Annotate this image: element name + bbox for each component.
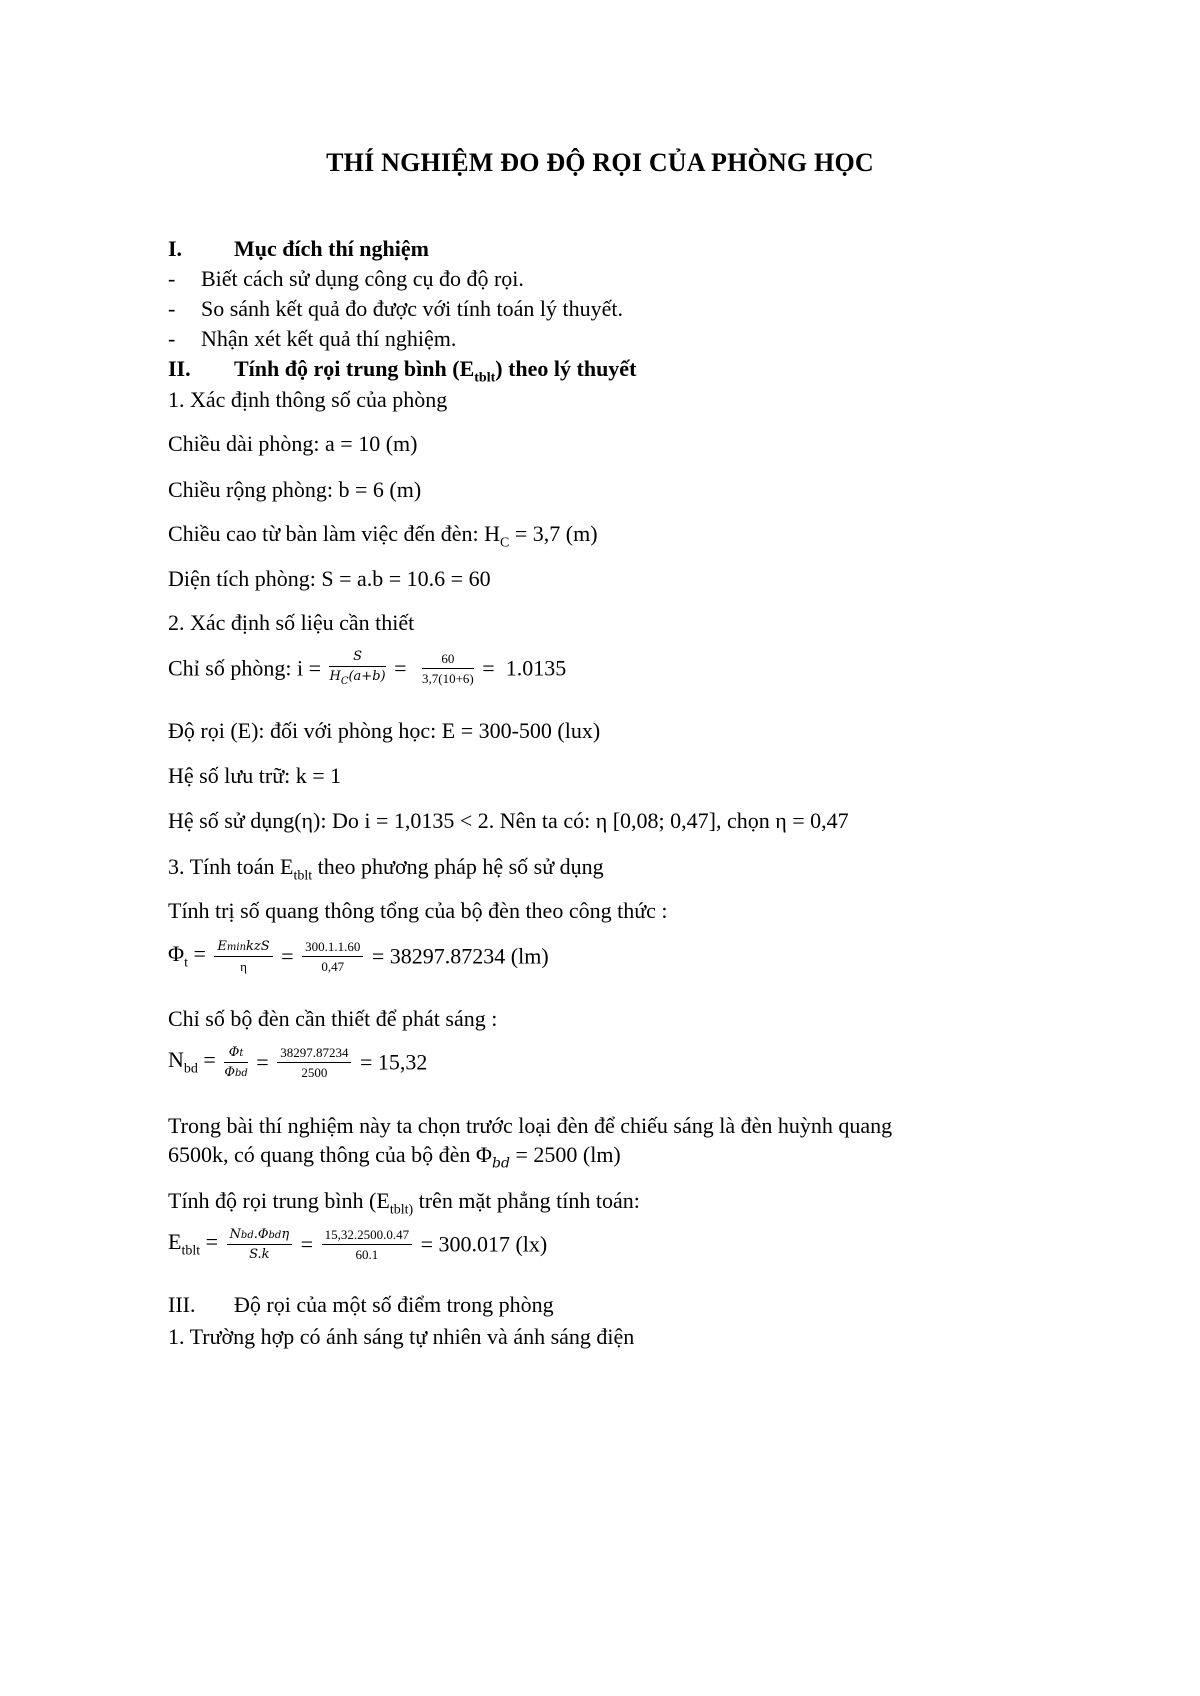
num-sub: bd	[240, 1230, 254, 1241]
section-2-title-pre: Tính độ rọi trung bình (E	[234, 356, 475, 381]
bullet-text: So sánh kết quả đo được với tính toán lý thuyết.	[201, 296, 623, 321]
lamp-choice-line-2	[168, 1144, 621, 1170]
lamps-value: 15,32	[377, 1049, 428, 1075]
room-index-value: 1.0135	[505, 655, 567, 681]
avg-fraction-numeric	[322, 1228, 413, 1261]
fraction-numerator: 15,32.2500.0.47	[322, 1228, 413, 1245]
flux-lhs-sub: t	[184, 955, 188, 971]
flux-formula: $\Phi_t$ = $\frac{\text{EminkzS}}{\eta}$ = $\frac{300.1.1.60}{0,47}$ = 38297.87234 (lm)	[168, 939, 549, 974]
section-2-heading	[168, 358, 636, 385]
flux-value: 38297.87234 (lm)	[389, 943, 549, 969]
avg-lhs: E	[168, 1228, 182, 1254]
num-base: E	[217, 939, 227, 954]
section-1-heading	[168, 238, 429, 260]
fraction-denominator: η	[240, 959, 247, 974]
step-3-pre: 3. Tính toán E	[168, 854, 294, 879]
fraction-numerator: 300.1.1.60	[302, 940, 363, 957]
step-1-heading: 1. Xác định thông số của phòng	[168, 387, 448, 412]
avg-illuminance-formula: $E_{tblt}$ = $\frac{\text{Nbd.Φbdη}}{S.k}$ = $\frac{15,32.2500.0.47}{60.1}$ = 300.017 (lx)	[168, 1227, 548, 1262]
lamp-choice-sub: bd	[492, 1155, 510, 1172]
bullet-item: - Biết cách sử dụng công cụ đo độ rọi.	[168, 266, 524, 291]
lamps-lhs-sub: bd	[183, 1061, 198, 1077]
lamps-lhs: N	[168, 1046, 184, 1072]
utilization-factor: Hệ số sử dụng(η): Do i = 1,0135 < 2. Nên ta có: η [0,08; 0,47], chọn η = 0,47	[168, 808, 849, 833]
num-sub: min	[226, 942, 247, 953]
section-1-number: I.	[168, 236, 183, 261]
flux-fraction-symbolic	[214, 940, 272, 973]
step-3-sub: tblt	[293, 868, 313, 884]
fraction-numerator: 38297.87234	[277, 1046, 351, 1063]
room-index-formula: Chỉ số phòng: i = $\frac{S}{H_C(a+b)}$ = $\frac{60}{3,7(10+6)}$ = 1.0135	[168, 649, 567, 687]
avg-lhs-sub: tblt	[181, 1243, 201, 1259]
lamp-choice-pre: 6500k, có quang thông của bộ đèn Φ	[168, 1142, 493, 1167]
section-3-heading	[168, 1294, 554, 1316]
bullet-text: Biết cách sử dụng công cụ đo độ rọi.	[201, 266, 524, 291]
den-sub: C	[340, 676, 349, 687]
fraction-numerator: S	[329, 650, 385, 667]
lamp-choice-line-1: Trong bài thí nghiệm này ta chọn trước loại đèn để chiếu sáng là đèn huỳnh quang	[168, 1113, 893, 1138]
room-height-post: = 3,7 (m)	[509, 521, 598, 546]
avg-intro-pre: Tính độ rọi trung bình (E	[168, 1188, 390, 1213]
lamps-formula: $N_{bd}$ = $\frac{\Phi t}{\text{Φbd}}$ = $\frac{38297.87234}{2500}$ = 15,32	[168, 1045, 428, 1080]
room-index-label: Chỉ số phòng: i =	[168, 655, 321, 681]
den-base: Φ	[224, 1065, 235, 1080]
fraction-numerator	[214, 940, 272, 957]
fraction-denominator: 60.1	[355, 1247, 379, 1262]
den-rest: (a+b)	[348, 669, 386, 684]
room-height	[168, 523, 598, 550]
avg-value: 300.017 (lx)	[438, 1231, 548, 1257]
lamp-choice-post: = 2500 (lm)	[509, 1142, 621, 1167]
flux-lhs: Φ	[168, 940, 185, 966]
flux-fraction-numeric	[302, 940, 363, 973]
fraction-numerator	[224, 1046, 247, 1063]
den-sub: bd	[234, 1068, 248, 1079]
fraction-denominator: 2500	[301, 1065, 328, 1080]
illuminance-standard: Độ rọi (E): đối với phòng học: E = 300-500 (lux)	[168, 718, 601, 743]
fraction-denominator: 0,47	[321, 959, 345, 974]
num-rest: kzS	[246, 939, 270, 954]
step-3-heading	[168, 856, 604, 883]
fraction-denominator	[329, 667, 385, 687]
avg-intro-post: trên mặt phẳng tính toán:	[413, 1188, 640, 1213]
flux-intro: Tính trị số quang thông tổng của bộ đèn theo công thức :	[168, 898, 668, 923]
section-1-title: Mục đích thí nghiệm	[234, 236, 429, 261]
num-mid: .Φ	[253, 1227, 269, 1242]
step-3-post: theo phương pháp hệ số sử dụng	[312, 854, 604, 879]
room-height-sub: C	[500, 535, 510, 551]
num-sub-2: bd	[268, 1230, 282, 1241]
lamps-fraction-numeric	[277, 1046, 351, 1079]
section-3-step-1: 1. Trường hợp có ánh sáng tự nhiên và ánh sáng điện	[168, 1324, 635, 1349]
avg-intro-sub: tblt)	[389, 1202, 414, 1218]
num-sub: t	[239, 1048, 244, 1059]
room-height-pre: Chiều cao từ bàn làm việc đến đèn: H	[168, 521, 501, 546]
document-title: THÍ NGHIỆM ĐO ĐỘ RỌI CỦA PHÒNG HỌC	[326, 148, 874, 177]
bullet-item: - So sánh kết quả đo được với tính toán lý thuyết.	[168, 296, 623, 321]
room-area: Diện tích phòng: S = a.b = 10.6 = 60	[168, 566, 491, 591]
room-index-fraction-symbolic	[329, 650, 385, 687]
room-length: Chiều dài phòng: a = 10 (m)	[168, 431, 418, 456]
section-2-number: II.	[168, 356, 191, 381]
section-3-title: Độ rọi của một số điểm trong phòng	[234, 1292, 554, 1317]
bullet-item: - Nhận xét kết quả thí nghiệm.	[168, 326, 457, 351]
section-2-title-post: ) theo lý thuyết	[495, 356, 637, 381]
room-width: Chiều rộng phòng: b = 6 (m)	[168, 477, 422, 502]
fraction-numerator: 60	[422, 652, 474, 669]
room-index-fraction-numeric	[422, 652, 474, 685]
fraction-numerator	[227, 1228, 293, 1245]
bullet-text: Nhận xét kết quả thí nghiệm.	[201, 326, 457, 351]
fraction-denominator: 3,7(10+6)	[422, 671, 474, 686]
num-base: Φ	[228, 1045, 240, 1060]
maintenance-factor: Hệ số lưu trữ: k = 1	[168, 763, 342, 788]
step-2-heading: 2. Xác định số liệu cần thiết	[168, 610, 415, 635]
fraction-denominator	[224, 1063, 247, 1079]
fraction-denominator: S.k	[249, 1247, 270, 1262]
num-part: N	[229, 1227, 241, 1242]
num-rest: η	[281, 1227, 290, 1242]
lamps-fraction-symbolic	[224, 1046, 247, 1079]
avg-fraction-symbolic	[227, 1228, 293, 1261]
avg-illuminance-intro	[168, 1190, 640, 1217]
section-3-number: III.	[168, 1292, 196, 1317]
section-2-title-sub: tblt	[474, 370, 496, 386]
den-base: H	[329, 669, 341, 684]
lamps-intro: Chỉ số bộ đèn cần thiết để phát sáng :	[168, 1006, 498, 1031]
